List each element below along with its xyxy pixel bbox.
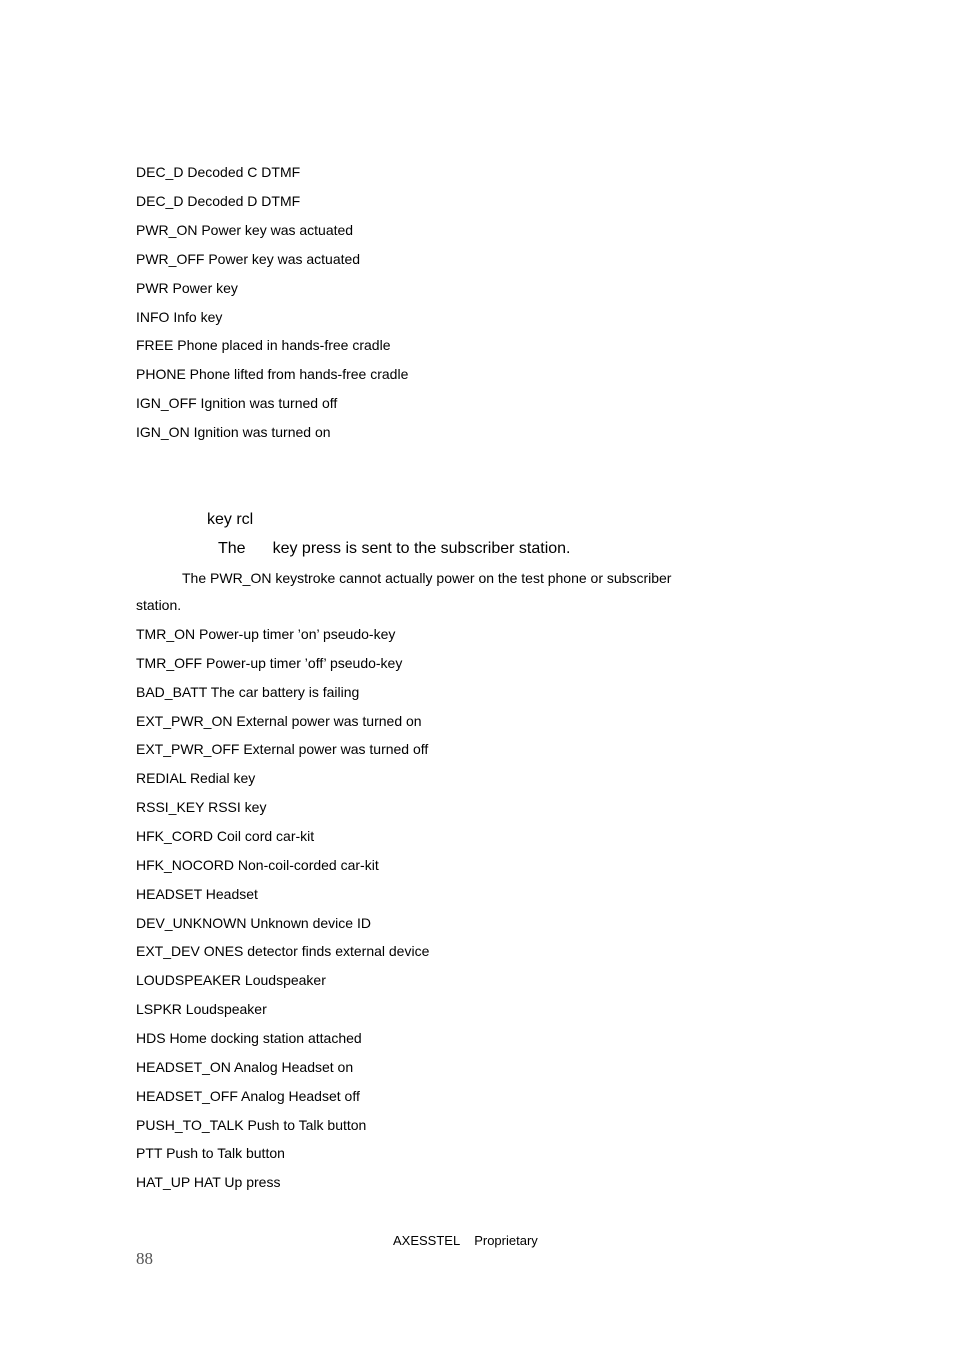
key-entry: IGN_OFF Ignition was turned off [136,395,338,411]
key-entry: HFK_CORD Coil cord car-kit [136,828,315,844]
key-entry: BAD_BATT The car battery is failing [136,684,360,700]
command-syntax: key rcl [207,511,254,528]
command-description [218,539,571,558]
key-entry: HEADSET_ON Analog Headset on [136,1059,354,1075]
key-entry: EXT_PWR_ON External power was turned on [136,713,422,729]
footer-company: AXESSTEL [393,1233,461,1248]
key-entry: PWR_ON Power key was actuated [136,222,354,238]
note-line-2: station. [136,597,182,613]
command-description-suffix: key press is sent to the subscriber station. [272,540,571,557]
key-entry: HFK_NOCORD Non-coil-corded car-kit [136,857,379,873]
key-entry: PHONE Phone lifted from hands-free cradle [136,366,409,382]
key-entry: HAT_UP HAT Up press [136,1174,281,1190]
key-entry: DEC_D Decoded D DTMF [136,193,301,209]
key-entry: EXT_PWR_OFF External power was turned off [136,741,429,757]
key-entry: REDIAL Redial key [136,770,256,786]
key-entry: FREE Phone placed in hands-free cradle [136,337,391,353]
key-entry: TMR_ON Power-up timer ’on’ pseudo-key [136,626,396,642]
key-entry: PUSH_TO_TALK Push to Talk button [136,1117,367,1133]
footer-label: Proprietary [474,1233,538,1248]
key-entry: PTT Push to Talk button [136,1145,285,1161]
key-entry: DEC_D Decoded C DTMF [136,164,301,180]
key-entry: EXT_DEV ONES detector finds external device [136,943,430,959]
key-entry: LOUDSPEAKER Loudspeaker [136,972,326,988]
key-entry: HEADSET Headset [136,886,258,902]
footer-proprietary [393,1233,538,1249]
key-entry: LSPKR Loudspeaker [136,1001,267,1017]
key-entry: PWR Power key [136,280,238,296]
page-number: 88 [136,1249,153,1268]
key-entry: RSSI_KEY RSSI key [136,799,267,815]
key-entry: INFO Info key [136,309,223,325]
key-entry: HDS Home docking station attached [136,1030,362,1046]
note-line-1: The PWR_ON keystroke cannot actually power on the test phone or subscriber [182,570,672,586]
key-entry: DEV_UNKNOWN Unknown device ID [136,915,371,931]
key-entry: TMR_OFF Power-up timer ’off’ pseudo-key [136,655,403,671]
command-description-prefix: The [218,540,246,557]
key-entry: IGN_ON Ignition was turned on [136,424,331,440]
key-entry: PWR_OFF Power key was actuated [136,251,361,267]
key-entry: HEADSET_OFF Analog Headset off [136,1088,360,1104]
